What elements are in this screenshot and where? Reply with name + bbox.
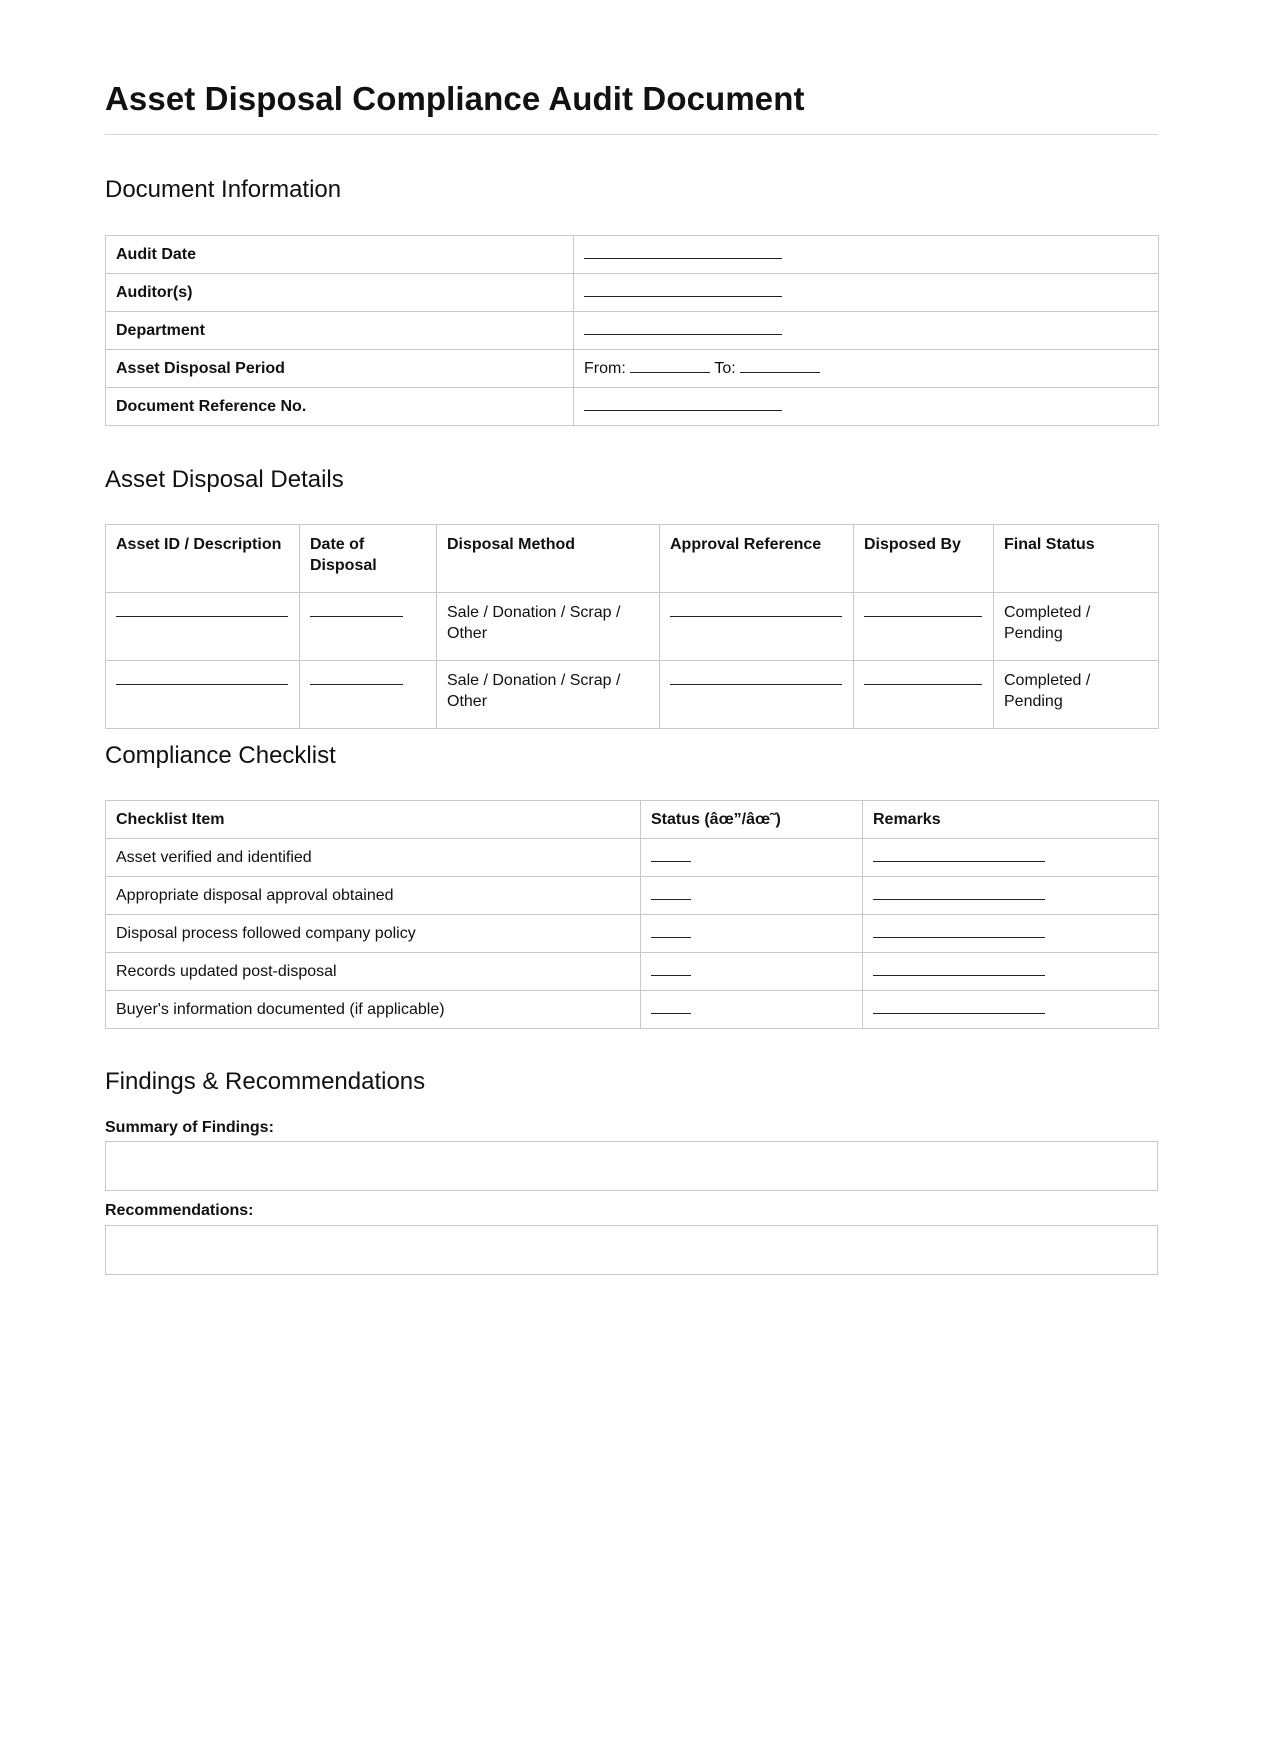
col-approval-reference: Approval Reference xyxy=(660,525,854,593)
date-of-disposal-field[interactable] xyxy=(300,661,437,729)
status-field[interactable] xyxy=(641,991,863,1029)
disposal-method-options[interactable]: Sale / Donation / Scrap / Other xyxy=(437,593,660,661)
department-label: Department xyxy=(106,312,574,350)
date-of-disposal-field[interactable] xyxy=(300,593,437,661)
remarks-field[interactable] xyxy=(863,915,1159,953)
disposed-by-field[interactable] xyxy=(854,593,994,661)
auditors-field[interactable] xyxy=(574,274,1159,312)
audit-date-blank[interactable] xyxy=(584,244,782,259)
disposed-by-blank[interactable] xyxy=(864,602,982,617)
status-blank[interactable] xyxy=(651,885,691,900)
col-asset-id: Asset ID / Description xyxy=(106,525,300,593)
remarks-field[interactable] xyxy=(863,877,1159,915)
summary-of-findings-label: Summary of Findings: xyxy=(105,1119,274,1136)
reference-no-label: Document Reference No. xyxy=(106,388,574,426)
checklist-item-label: Asset verified and identified xyxy=(106,839,641,877)
period-to-label: To: xyxy=(714,360,736,377)
status-field[interactable] xyxy=(641,915,863,953)
checklist-item-label: Buyer's information documented (if applicable) xyxy=(106,991,641,1029)
info-row-department xyxy=(106,312,1159,350)
table-row xyxy=(106,839,1159,877)
final-status-options[interactable]: Completed / Pending xyxy=(994,661,1159,729)
status-field[interactable] xyxy=(641,839,863,877)
table-row xyxy=(106,661,1159,729)
document-title: Asset Disposal Compliance Audit Document xyxy=(105,80,805,117)
findings-heading: Findings & Recommendations xyxy=(105,1068,426,1095)
remarks-field[interactable] xyxy=(863,839,1159,877)
disposal-period-label: Asset Disposal Period xyxy=(106,350,574,388)
asset-disposal-details-table xyxy=(105,524,1159,729)
disposed-by-field[interactable] xyxy=(854,661,994,729)
checklist-header-row xyxy=(106,801,1159,839)
remarks-blank[interactable] xyxy=(873,999,1045,1014)
col-status: Status (âœ”/âœ˜) xyxy=(641,801,863,839)
remarks-blank[interactable] xyxy=(873,923,1045,938)
table-row xyxy=(106,915,1159,953)
info-row-auditors xyxy=(106,274,1159,312)
document-information-table xyxy=(105,235,1159,426)
table-row xyxy=(106,593,1159,661)
disposed-by-blank[interactable] xyxy=(864,670,982,685)
period-from-blank[interactable] xyxy=(630,358,710,373)
recommendations-label: Recommendations: xyxy=(105,1202,254,1219)
final-status-options[interactable]: Completed / Pending xyxy=(994,593,1159,661)
status-field[interactable] xyxy=(641,877,863,915)
remarks-field[interactable] xyxy=(863,991,1159,1029)
audit-date-label: Audit Date xyxy=(106,236,574,274)
disposal-period-field xyxy=(574,350,1159,388)
col-date-of-disposal: Date of Disposal xyxy=(300,525,437,593)
col-disposed-by: Disposed By xyxy=(854,525,994,593)
compliance-checklist-table xyxy=(105,800,1159,1029)
auditors-label: Auditor(s) xyxy=(106,274,574,312)
department-blank[interactable] xyxy=(584,320,782,335)
col-remarks: Remarks xyxy=(863,801,1159,839)
compliance-checklist-heading: Compliance Checklist xyxy=(105,742,336,769)
status-blank[interactable] xyxy=(651,999,691,1014)
approval-reference-blank[interactable] xyxy=(670,602,842,617)
col-disposal-method: Disposal Method xyxy=(437,525,660,593)
asset-id-blank[interactable] xyxy=(116,670,288,685)
info-row-disposal-period xyxy=(106,350,1159,388)
remarks-blank[interactable] xyxy=(873,885,1045,900)
title-divider xyxy=(105,134,1158,135)
audit-date-field[interactable] xyxy=(574,236,1159,274)
period-to-blank[interactable] xyxy=(740,358,820,373)
status-blank[interactable] xyxy=(651,847,691,862)
status-blank[interactable] xyxy=(651,961,691,976)
info-row-reference-no xyxy=(106,388,1159,426)
table-row xyxy=(106,991,1159,1029)
reference-no-field[interactable] xyxy=(574,388,1159,426)
approval-reference-field[interactable] xyxy=(660,661,854,729)
date-of-disposal-blank[interactable] xyxy=(310,670,403,685)
date-of-disposal-blank[interactable] xyxy=(310,602,403,617)
disposal-method-options[interactable]: Sale / Donation / Scrap / Other xyxy=(437,661,660,729)
approval-reference-field[interactable] xyxy=(660,593,854,661)
checklist-item-label: Appropriate disposal approval obtained xyxy=(106,877,641,915)
asset-id-field[interactable] xyxy=(106,593,300,661)
remarks-field[interactable] xyxy=(863,953,1159,991)
remarks-blank[interactable] xyxy=(873,847,1045,862)
checklist-item-label: Records updated post-disposal xyxy=(106,953,641,991)
remarks-blank[interactable] xyxy=(873,961,1045,976)
recommendations-box[interactable] xyxy=(105,1225,1158,1275)
reference-no-blank[interactable] xyxy=(584,396,782,411)
status-blank[interactable] xyxy=(651,923,691,938)
info-row-audit-date xyxy=(106,236,1159,274)
auditors-blank[interactable] xyxy=(584,282,782,297)
col-checklist-item: Checklist Item xyxy=(106,801,641,839)
approval-reference-blank[interactable] xyxy=(670,670,842,685)
asset-id-blank[interactable] xyxy=(116,602,288,617)
department-field[interactable] xyxy=(574,312,1159,350)
details-header-row xyxy=(106,525,1159,593)
table-row xyxy=(106,953,1159,991)
asset-disposal-details-heading: Asset Disposal Details xyxy=(105,466,344,493)
period-from-label: From: xyxy=(584,360,626,377)
document-information-heading: Document Information xyxy=(105,176,342,203)
table-row xyxy=(106,877,1159,915)
status-field[interactable] xyxy=(641,953,863,991)
checklist-item-label: Disposal process followed company policy xyxy=(106,915,641,953)
summary-of-findings-box[interactable] xyxy=(105,1141,1158,1191)
asset-id-field[interactable] xyxy=(106,661,300,729)
col-final-status: Final Status xyxy=(994,525,1159,593)
